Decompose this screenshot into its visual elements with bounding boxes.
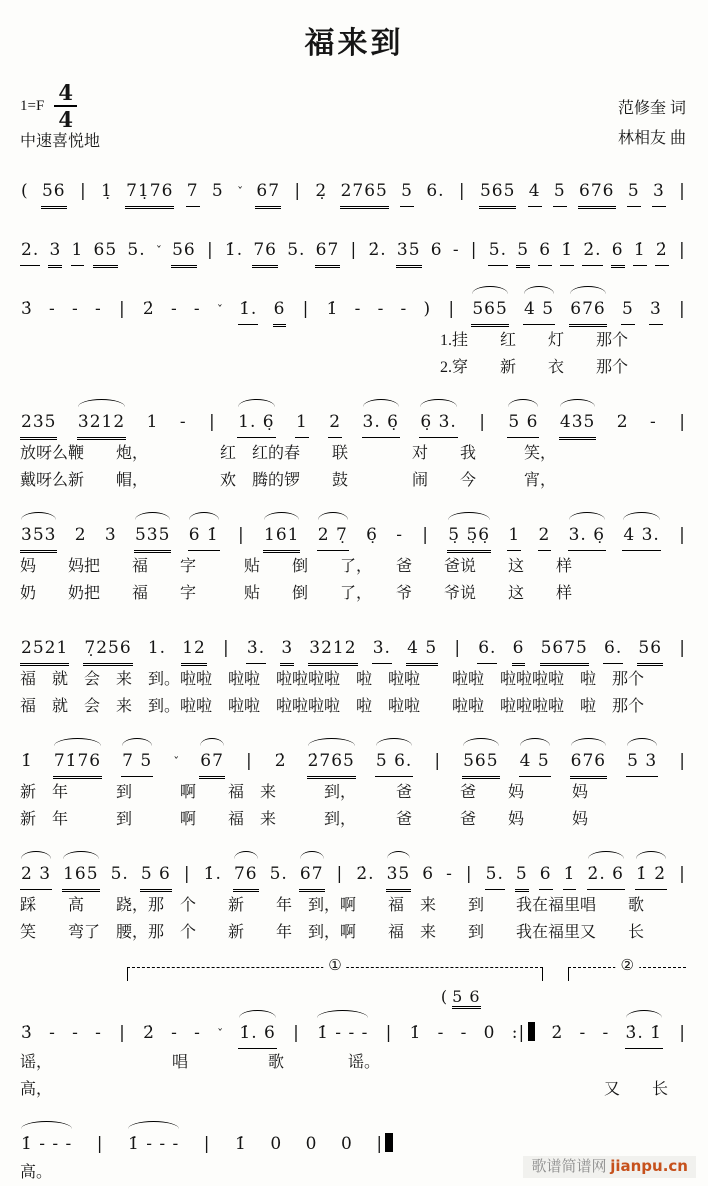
note-group: 4 bbox=[528, 176, 542, 207]
note-group: 676 bbox=[569, 294, 606, 327]
barline: | bbox=[679, 751, 686, 771]
tempo-marking: 中速喜悦地 bbox=[20, 133, 101, 150]
note-group: - bbox=[95, 1023, 102, 1043]
barline: | bbox=[208, 412, 216, 432]
note-group: 353 bbox=[20, 520, 57, 553]
note-group: 6 bbox=[538, 235, 552, 266]
note-group: 4 3. bbox=[622, 520, 660, 551]
final-barline: | bbox=[375, 1129, 394, 1159]
note-group: 2̇. bbox=[356, 864, 375, 884]
barline: | bbox=[118, 299, 126, 319]
breath-mark: ˇ bbox=[217, 1027, 224, 1041]
header-meta bbox=[20, 64, 688, 150]
note-group: 5. bbox=[127, 240, 146, 260]
note-group: 5 bbox=[516, 235, 530, 268]
lyric-line: 踩 高 跷，那 个 新 年 到，啊 福 来 到 我在福里唱 歌 bbox=[20, 897, 645, 914]
barline: | bbox=[302, 299, 310, 319]
note-group: 2 3 bbox=[20, 859, 52, 890]
note-group: 1̇ bbox=[21, 751, 33, 771]
note-group: 5 bbox=[400, 176, 414, 207]
lyric-line: 戴呀么新 帽， 欢 腾的锣 鼓 闹 今 宵， bbox=[20, 472, 557, 489]
barline: | bbox=[679, 299, 686, 319]
note-group: 1̇ bbox=[633, 235, 647, 266]
note-group: 3. 6̣ bbox=[362, 407, 400, 438]
note-group: 5 6. bbox=[375, 746, 413, 777]
barline: | bbox=[294, 181, 302, 201]
note-group: - bbox=[650, 412, 657, 432]
note-group: 3 bbox=[652, 176, 666, 207]
barline: | bbox=[206, 240, 214, 260]
note-group: 67 bbox=[255, 176, 281, 209]
note-group: 3̇ bbox=[21, 299, 33, 319]
notes-row bbox=[20, 850, 688, 892]
note-group: 71̣76 bbox=[125, 176, 174, 209]
barline: | bbox=[203, 1134, 211, 1154]
note-group: 35 bbox=[386, 859, 412, 892]
note-group: 5 6 bbox=[140, 859, 172, 892]
note-group: - bbox=[94, 299, 102, 319]
notes-row bbox=[20, 167, 688, 209]
time-signature-denominator: 4 bbox=[58, 107, 73, 132]
note-group: 535 bbox=[134, 520, 171, 553]
lyric-line: 高。 bbox=[20, 1164, 53, 1181]
notes-row bbox=[20, 624, 688, 666]
barline: | bbox=[119, 1023, 126, 1043]
note-group: 1 bbox=[295, 407, 309, 438]
barline: | bbox=[679, 638, 686, 658]
note-group: 5 bbox=[627, 176, 641, 207]
note-group: 65 bbox=[93, 235, 119, 268]
system-6 bbox=[20, 624, 688, 720]
lyric-line: 新 年 到 啊 福 来 到， 爸 爸 妈 妈 bbox=[20, 784, 589, 801]
note-group: 5. bbox=[488, 235, 508, 266]
footer-site-link[interactable]: jianpu.cn bbox=[610, 1157, 688, 1175]
note-group: - bbox=[579, 1023, 587, 1043]
system-5 bbox=[20, 511, 688, 607]
note-group: 2 bbox=[328, 407, 342, 438]
note-group: 67 bbox=[299, 859, 325, 892]
note-group: 5̣ 5̣6̣ bbox=[447, 520, 491, 553]
system-3 bbox=[20, 285, 688, 381]
note-group: 67 bbox=[315, 235, 341, 268]
key-time-signature bbox=[20, 82, 77, 130]
note-group: 6̣ 3. bbox=[419, 407, 457, 438]
note-group: 2 bbox=[538, 520, 552, 551]
note-group: 2 bbox=[74, 525, 87, 545]
notes-row bbox=[20, 398, 688, 440]
notes-row bbox=[20, 226, 688, 268]
barline: | bbox=[293, 1023, 300, 1043]
note-group: 565 bbox=[471, 294, 508, 327]
note-group: 71̇76 bbox=[53, 746, 102, 779]
time-signature-numerator: 4 bbox=[54, 82, 77, 107]
barline: | bbox=[470, 240, 478, 260]
system-1 bbox=[20, 167, 688, 209]
note-group: - bbox=[72, 1023, 79, 1043]
lyric-line: 放呀么鞭 炮， 红 红的春 联 对 我 笑， bbox=[20, 445, 557, 462]
note-group: 4 5 bbox=[519, 746, 551, 777]
note-group: - bbox=[49, 299, 56, 319]
note-group: 7 bbox=[186, 176, 200, 207]
note-group: 2 7̣ bbox=[317, 520, 349, 551]
note-group: 3 bbox=[104, 525, 117, 545]
note-group: 2̇. bbox=[368, 240, 387, 260]
note-group: 5675 bbox=[540, 633, 589, 666]
song-title: 福来到 bbox=[304, 27, 404, 60]
volta-bracket bbox=[568, 956, 686, 981]
note-group: 0 bbox=[270, 1134, 283, 1154]
note-group: 2̇ bbox=[551, 1023, 564, 1043]
note-group: 1̇. bbox=[238, 294, 258, 325]
note-group: 2̇. 6 bbox=[587, 859, 625, 890]
barline: | bbox=[434, 751, 442, 771]
lyric-line: 妈 妈把 福 字 贴 倒 了， 爸 爸说 这 样 bbox=[20, 558, 573, 575]
note-group: 2. bbox=[20, 235, 40, 266]
system-2 bbox=[20, 226, 688, 268]
note-group: 565 bbox=[479, 176, 516, 209]
note-group: 6 bbox=[512, 633, 526, 666]
note-group: 76 bbox=[233, 859, 259, 892]
note-group: 2̇ bbox=[274, 751, 287, 771]
barline: | bbox=[465, 864, 473, 884]
note-group: 5. bbox=[485, 859, 505, 890]
note-group: 6. bbox=[477, 633, 497, 664]
footer-watermark bbox=[523, 1155, 696, 1176]
note-group: 1̇ bbox=[235, 1134, 247, 1154]
system-7 bbox=[20, 737, 688, 833]
note-group: 1̇ bbox=[560, 235, 574, 266]
lyric-line: 福 就 会 来 到。啦啦 啦啦 啦啦啦啦 啦 啦啦 啦啦 啦啦啦啦 啦 那个 bbox=[20, 698, 645, 715]
note-group: 6 bbox=[611, 235, 625, 268]
breath-mark: ˇ bbox=[237, 185, 244, 199]
note-group: 565 bbox=[462, 746, 499, 779]
note-group: 2 bbox=[616, 412, 629, 432]
volta-label: ② bbox=[615, 958, 638, 973]
notes-row bbox=[20, 737, 688, 779]
barline: | bbox=[245, 751, 253, 771]
barline: | bbox=[96, 1134, 104, 1154]
barline: | bbox=[183, 864, 191, 884]
note-group: 12 bbox=[181, 633, 207, 666]
note-group: 1 bbox=[146, 412, 159, 432]
notes-row bbox=[20, 1009, 688, 1049]
note-group: - bbox=[396, 525, 403, 545]
note-group: 1̇ - - - bbox=[20, 1129, 73, 1159]
system-9 bbox=[20, 956, 688, 1103]
lyric-line: 2.穿 新 衣 那个 bbox=[440, 359, 629, 376]
lyric-line: 新 年 到 啊 福 来 到， 爸 爸 妈 妈 bbox=[20, 811, 589, 828]
note-group: 6 bbox=[422, 864, 435, 884]
note-group: 2521 bbox=[20, 633, 69, 666]
time-signature bbox=[54, 82, 77, 130]
note-group: - bbox=[377, 299, 385, 319]
note-group: 0 bbox=[305, 1134, 318, 1154]
footer-site-name: 歌谱简谱网 bbox=[531, 1159, 611, 1175]
note-group: 5. bbox=[287, 240, 306, 260]
note-group: 3. 6̣ bbox=[568, 520, 606, 551]
note-group: 2765 bbox=[340, 176, 389, 209]
note-group: - bbox=[400, 299, 408, 319]
note-group: 5 bbox=[211, 181, 224, 201]
notes-row bbox=[20, 511, 688, 553]
barline: | bbox=[679, 525, 686, 545]
note-group: - bbox=[354, 299, 362, 319]
breath-mark: ˇ bbox=[155, 244, 162, 258]
note-group: 3 bbox=[280, 633, 294, 666]
lyric-line: 笑 弯了 腰，那 个 新 年 到，啊 福 来 到 我在福里又 长 bbox=[20, 924, 645, 941]
note-group: - bbox=[452, 240, 460, 260]
note-group: 6. bbox=[426, 181, 445, 201]
note-group: 1 bbox=[71, 235, 85, 266]
lyric-line: 高， 又 长 bbox=[20, 1081, 669, 1098]
note-group: - bbox=[179, 412, 187, 432]
volta-bracket bbox=[127, 956, 543, 981]
system-4 bbox=[20, 398, 688, 494]
note-group: 7 5 bbox=[121, 746, 153, 777]
lyricist-credit: 范修奎 词 bbox=[617, 100, 686, 117]
lyric-line: 奶 奶把 福 字 贴 倒 了， 爷 爷说 这 样 bbox=[20, 585, 573, 602]
note-group: - bbox=[437, 1023, 445, 1043]
note-group: 3. bbox=[372, 633, 392, 664]
composer-credit: 林相友 曲 bbox=[617, 130, 686, 148]
pickup-notes: ( 5 6 bbox=[441, 987, 481, 1006]
note-group: 1̇ 2̇ bbox=[635, 859, 667, 890]
note-group: 4 5 bbox=[406, 633, 438, 666]
note-group: ( bbox=[21, 181, 29, 201]
note-group: 1̣ bbox=[101, 181, 113, 201]
note-group: 6 bbox=[539, 859, 553, 890]
note-group: 56 bbox=[41, 176, 67, 209]
barline: | bbox=[223, 638, 230, 658]
note-group: 6. bbox=[603, 633, 623, 664]
barline: | bbox=[479, 412, 486, 432]
note-group: 1̇ bbox=[409, 1023, 422, 1043]
notes-row bbox=[20, 1120, 394, 1159]
note-group: 0 bbox=[340, 1134, 353, 1154]
note-group: 1. 6̣ bbox=[237, 407, 275, 438]
note-group: 2̇ bbox=[142, 299, 155, 319]
note-group: 0 bbox=[483, 1023, 496, 1043]
barline: | bbox=[350, 240, 358, 260]
note-group: - bbox=[170, 299, 178, 319]
breath-mark: ˇ bbox=[173, 755, 180, 769]
note-group: 1̇. 6 bbox=[238, 1018, 276, 1049]
note-group: 2̇765 bbox=[307, 746, 356, 779]
note-group: 56 bbox=[637, 633, 663, 666]
note-group: 676 bbox=[570, 746, 607, 779]
note-group: - bbox=[72, 299, 79, 319]
note-group: 1̇ bbox=[563, 859, 577, 890]
note-group: 5 bbox=[553, 176, 567, 207]
note-group: 4 5 bbox=[523, 294, 555, 325]
barline: | bbox=[385, 1023, 393, 1043]
note-group: 3̇ bbox=[21, 1023, 33, 1043]
barline: | bbox=[448, 299, 456, 319]
barline: | bbox=[422, 525, 429, 545]
note-group: 6 1̇ bbox=[188, 520, 220, 551]
note-group: 1. bbox=[147, 638, 167, 658]
note-group: 76 bbox=[252, 235, 278, 268]
note-group: 1̇ - - - bbox=[127, 1129, 180, 1159]
note-group: 3 bbox=[649, 294, 663, 325]
lyric-line: 1.挂 红 灯 那个 bbox=[440, 332, 629, 349]
credits bbox=[618, 94, 686, 155]
breath-mark: ˇ bbox=[216, 303, 223, 317]
note-group: 161 bbox=[263, 520, 300, 553]
barline: | bbox=[679, 1023, 686, 1043]
note-group: 56 bbox=[171, 235, 197, 268]
system-8 bbox=[20, 850, 688, 946]
note-group: - bbox=[602, 1023, 610, 1043]
note-group: 235 bbox=[20, 407, 57, 440]
barline: | bbox=[679, 864, 686, 884]
volta-label: ① bbox=[323, 958, 346, 973]
note-group: 2̇ bbox=[655, 235, 669, 266]
note-group: 1̇ bbox=[326, 299, 339, 319]
note-group: 3212 bbox=[77, 407, 126, 440]
note-group: 67 bbox=[199, 746, 225, 779]
note-group: - bbox=[193, 299, 201, 319]
barline: | bbox=[678, 240, 686, 260]
barline: | bbox=[79, 181, 87, 201]
end-repeat-barline: :| bbox=[511, 1018, 536, 1048]
note-group: 5 6 bbox=[507, 407, 539, 438]
note-group: 2̇. bbox=[582, 235, 602, 266]
note-group: - bbox=[171, 1023, 178, 1043]
notes-row bbox=[20, 285, 688, 327]
note-group: 3212 bbox=[308, 633, 357, 666]
note-group: - bbox=[446, 864, 453, 884]
note-group: 5. bbox=[110, 864, 129, 884]
note-group: 2̣ bbox=[315, 181, 328, 201]
note-group: 1̇ - - - bbox=[316, 1018, 369, 1048]
note-group: 7̣256 bbox=[83, 633, 132, 666]
note-group: 3 bbox=[48, 235, 62, 268]
barline: | bbox=[679, 412, 686, 432]
note-group: 6̣ bbox=[366, 525, 378, 545]
note-group: 5 3 bbox=[626, 746, 658, 777]
note-group: 5 bbox=[515, 859, 529, 892]
note-group: 1̇. bbox=[203, 864, 222, 884]
note-group: 5. bbox=[269, 864, 288, 884]
barline: | bbox=[454, 638, 462, 658]
note-group: 435 bbox=[559, 407, 596, 440]
lyric-line: 谣， 唱 歌 谣。 bbox=[20, 1054, 381, 1071]
score bbox=[20, 167, 688, 1186]
barline: | bbox=[458, 181, 466, 201]
note-group: 35 bbox=[396, 235, 422, 268]
note-group: - bbox=[49, 1023, 56, 1043]
note-group: 1 bbox=[507, 520, 521, 551]
note-group: 3̇. 1̇ bbox=[625, 1018, 663, 1049]
note-group: 6 bbox=[273, 294, 287, 327]
note-group: ) bbox=[423, 299, 432, 319]
note-group: 165 bbox=[62, 859, 99, 892]
note-group: 676 bbox=[578, 176, 615, 209]
barline: | bbox=[336, 864, 344, 884]
note-group: - bbox=[460, 1023, 468, 1043]
key-signature: 1=F bbox=[20, 97, 45, 114]
note-group: 5 bbox=[621, 294, 635, 325]
barline: | bbox=[238, 525, 245, 545]
barline: | bbox=[679, 181, 686, 201]
note-group: 2̇ bbox=[143, 1023, 155, 1043]
note-group: 3. bbox=[246, 633, 266, 664]
lyric-line: 福 就 会 来 到。啦啦 啦啦 啦啦啦啦 啦 啦啦 啦啦 啦啦啦啦 啦 那个 bbox=[20, 671, 645, 688]
note-group: 1̇. bbox=[224, 240, 244, 260]
note-group: - bbox=[194, 1023, 201, 1043]
note-group: 6 bbox=[430, 240, 443, 260]
